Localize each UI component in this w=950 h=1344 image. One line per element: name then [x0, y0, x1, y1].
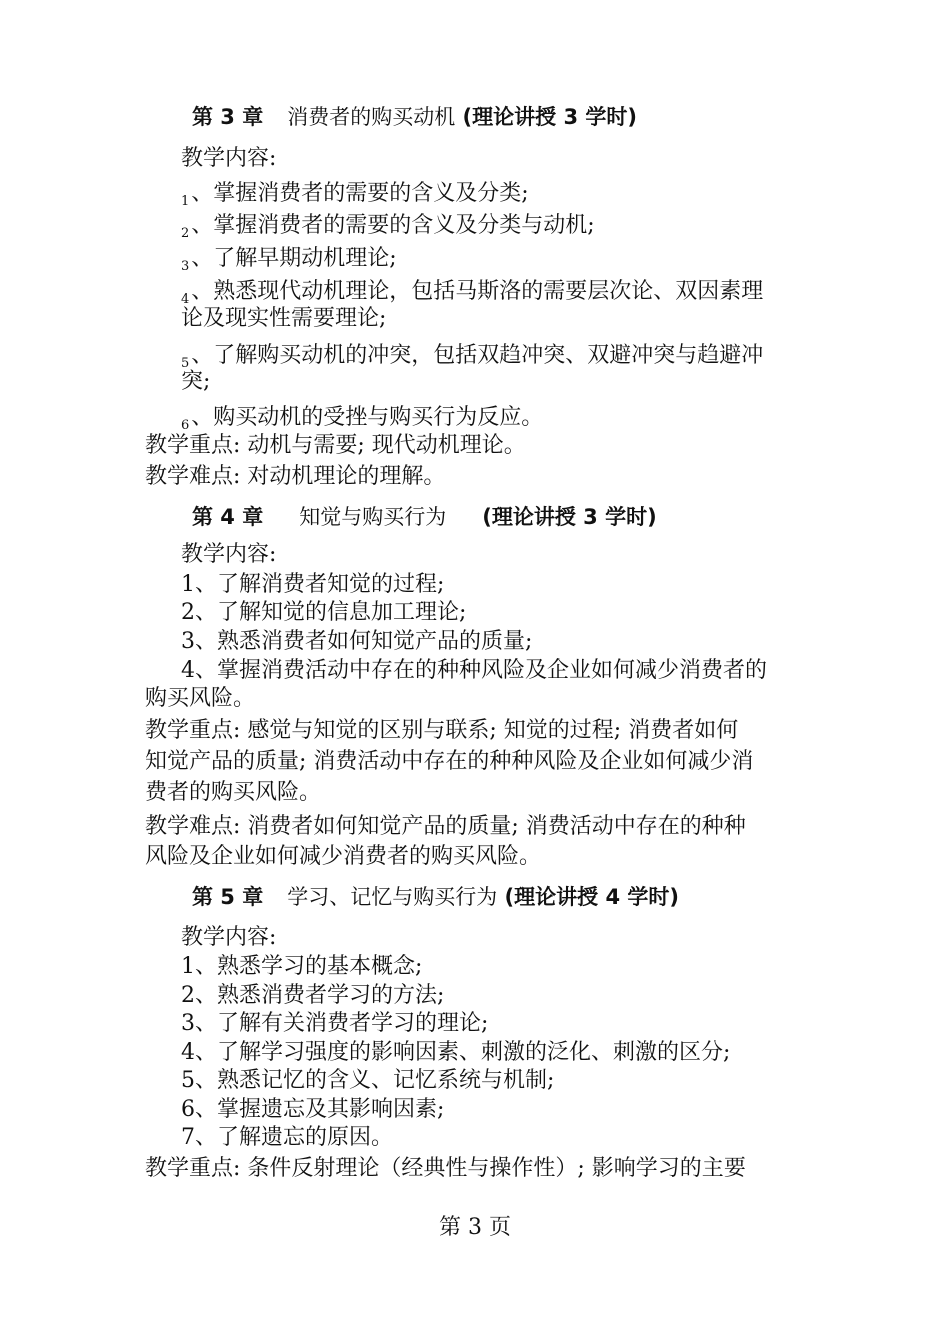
teaching-difficulties: 风险及企业如何减少消费者的购买风险。: [145, 844, 542, 869]
content-label: 教学内容:: [181, 146, 277, 171]
list-item: 3、了解有关消费者学习的理论;: [181, 1011, 489, 1036]
list-item: $_6$、购买动机的受挫与购买行为反应。: [181, 405, 544, 433]
list-item: $_5$、了解购买动机的冲突，包括双趋冲突、双避冲突与趋避冲: [181, 343, 764, 371]
page-footer: 第 3 页: [439, 1215, 511, 1240]
list-item-continuation: 购买风险。: [145, 686, 256, 711]
chapter-hours: (理论讲授 3 学时): [462, 105, 637, 129]
chapter-number: 第 4 章: [192, 505, 264, 529]
chapter-5-heading: [192, 883, 862, 911]
list-item: $_4$、熟悉现代动机理论，包括马斯洛的需要层次论、双因素理: [181, 279, 764, 307]
teaching-key-points: 教学重点: 动机与需要; 现代动机理论。: [145, 433, 526, 458]
teaching-key-points: 费者的购买风险。: [145, 780, 322, 805]
teaching-key-points: 知觉产品的质量; 消费活动中存在的种种风险及企业如何减少消: [145, 749, 754, 774]
chapter-number: 第 5 章: [192, 885, 264, 909]
chapter-4-heading: [192, 503, 862, 531]
teaching-difficulties: 教学难点: 消费者如何知觉产品的质量; 消费活动中存在的种种: [145, 814, 746, 839]
chapter-3-heading: [192, 103, 862, 131]
list-item-continuation: 论及现实性需要理论;: [181, 306, 387, 331]
chapter-title: 消费者的购买动机: [287, 105, 456, 129]
list-item: 5、熟悉记忆的含义、记忆系统与机制;: [181, 1068, 555, 1093]
list-item: 1、熟悉学习的基本概念;: [181, 954, 423, 979]
chapter-hours: (理论讲授 4 学时): [504, 885, 679, 909]
list-item: $_1$、掌握消费者的需要的含义及分类;: [181, 181, 529, 209]
list-item: $_3$、了解早期动机理论;: [181, 246, 397, 274]
list-item: 2、熟悉消费者学习的方法;: [181, 983, 445, 1008]
teaching-difficulties: 教学难点: 对动机理论的理解。: [145, 464, 446, 489]
content-label: 教学内容:: [181, 542, 277, 567]
list-item: 2、了解知觉的信息加工理论;: [181, 600, 467, 625]
list-item: 4、掌握消费活动中存在的种种风险及企业如何减少消费者的: [181, 658, 767, 683]
chapter-number: 第 3 章: [192, 105, 264, 129]
chapter-hours: (理论讲授 3 学时): [482, 505, 657, 529]
content-label: 教学内容:: [181, 925, 277, 950]
chapter-title: 知觉与购买行为: [299, 505, 447, 529]
list-item-continuation: 突;: [181, 369, 211, 394]
list-item: 7、了解遗忘的原因。: [181, 1125, 393, 1150]
teaching-key-points: 教学重点: 感觉与知觉的区别与联系; 知觉的过程; 消费者如何: [145, 718, 739, 743]
list-item: 4、了解学习强度的影响因素、刺激的泛化、刺激的区分;: [181, 1040, 731, 1065]
list-item: 1、了解消费者知觉的过程;: [181, 572, 445, 597]
teaching-key-points: 教学重点: 条件反射理论（经典性与操作性）; 影响学习的主要: [145, 1156, 746, 1181]
list-item: $_2$、掌握消费者的需要的含义及分类与动机;: [181, 213, 595, 241]
list-item: 3、熟悉消费者如何知觉产品的质量;: [181, 629, 533, 654]
chapter-title: 学习、记忆与购买行为: [287, 885, 498, 909]
list-item: 6、掌握遗忘及其影响因素;: [181, 1097, 445, 1122]
